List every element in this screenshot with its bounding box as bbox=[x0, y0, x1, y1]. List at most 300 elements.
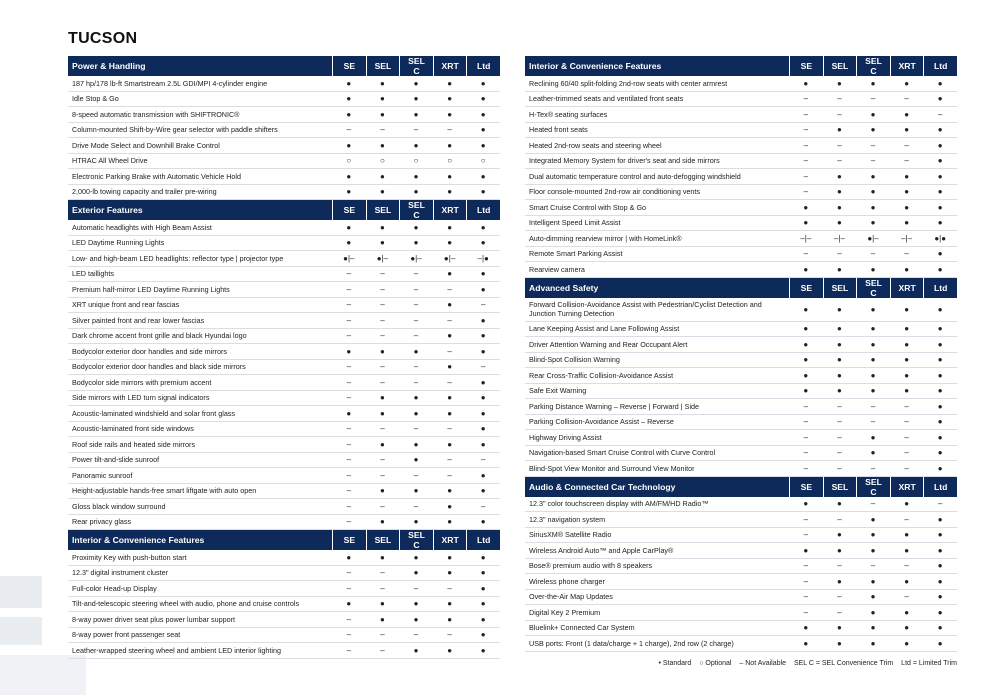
feature-row bbox=[525, 574, 957, 590]
availability-mark: – bbox=[890, 446, 924, 462]
availability-mark: ● bbox=[366, 107, 400, 123]
availability-mark: ● bbox=[366, 220, 400, 236]
feature-row bbox=[68, 406, 500, 422]
availability-mark: ● bbox=[890, 368, 924, 384]
feature-row bbox=[525, 430, 957, 446]
availability-mark: – bbox=[399, 628, 433, 644]
trim-column-header: SEL bbox=[366, 530, 400, 550]
feature-name: 12.3" navigation system bbox=[525, 512, 789, 528]
availability-mark: ● bbox=[856, 512, 890, 528]
availability-mark: – bbox=[433, 468, 467, 484]
availability-mark: ● bbox=[923, 528, 957, 544]
availability-mark: – bbox=[332, 643, 366, 659]
availability-mark: ● bbox=[466, 628, 500, 644]
availability-mark: ● bbox=[923, 216, 957, 232]
availability-mark: ● bbox=[789, 76, 823, 92]
availability-mark: ● bbox=[823, 337, 857, 353]
availability-mark: – bbox=[332, 422, 366, 438]
availability-mark: – bbox=[823, 461, 857, 477]
availability-mark: ● bbox=[856, 262, 890, 278]
availability-mark: – bbox=[890, 415, 924, 431]
availability-mark: ● bbox=[399, 437, 433, 453]
feature-name: 8-way power front passenger seat bbox=[68, 628, 332, 644]
feature-row bbox=[68, 329, 500, 345]
availability-mark: – bbox=[789, 461, 823, 477]
trim-column-header: SEL C bbox=[399, 530, 433, 550]
availability-mark: ● bbox=[332, 550, 366, 566]
availability-mark: ● bbox=[789, 621, 823, 637]
feature-name: Remote Smart Parking Assist bbox=[525, 247, 789, 263]
feature-name: Drive Mode Select and Downhill Brake Control bbox=[68, 138, 332, 154]
feature-name: Over-the-Air Map Updates bbox=[525, 590, 789, 606]
availability-mark: ● bbox=[433, 360, 467, 376]
availability-mark: – bbox=[856, 92, 890, 108]
trim-column-header: SEL C bbox=[399, 56, 433, 76]
availability-mark: ● bbox=[433, 298, 467, 314]
availability-mark: ● bbox=[856, 322, 890, 338]
availability-mark: ● bbox=[366, 612, 400, 628]
feature-row bbox=[68, 251, 500, 267]
availability-mark: – bbox=[856, 497, 890, 513]
availability-mark: – bbox=[890, 154, 924, 170]
feature-name: Acoustic-laminated windshield and solar front glass bbox=[68, 406, 332, 422]
availability-mark: – bbox=[823, 590, 857, 606]
availability-mark: ● bbox=[890, 543, 924, 559]
availability-mark: ● bbox=[332, 220, 366, 236]
availability-mark: – bbox=[823, 399, 857, 415]
availability-mark: ● bbox=[466, 468, 500, 484]
feature-name: Digital Key 2 Premium bbox=[525, 605, 789, 621]
feature-name: Forward Collision-Avoidance Assist with Pedestrian/Cyclist Detection and Junction Turning Detection bbox=[525, 298, 789, 322]
availability-mark: – bbox=[823, 512, 857, 528]
availability-mark: ● bbox=[466, 169, 500, 185]
availability-mark: ● bbox=[923, 399, 957, 415]
availability-mark: – bbox=[366, 360, 400, 376]
availability-mark: ● bbox=[366, 76, 400, 92]
availability-mark: ● bbox=[433, 107, 467, 123]
availability-mark: ● bbox=[856, 543, 890, 559]
availability-mark: ● bbox=[856, 169, 890, 185]
legend-sel-c: SEL C = SEL Convenience Trim bbox=[793, 660, 894, 667]
availability-mark: – bbox=[332, 499, 366, 515]
availability-mark: ● bbox=[823, 322, 857, 338]
availability-mark: – bbox=[366, 468, 400, 484]
availability-mark: ● bbox=[466, 597, 500, 613]
trim-column-header: SEL C bbox=[856, 477, 890, 497]
feature-row bbox=[68, 154, 500, 170]
availability-mark: ● bbox=[466, 437, 500, 453]
section-header bbox=[525, 477, 957, 497]
feature-name: Wireless Android Auto™ and Apple CarPlay® bbox=[525, 543, 789, 559]
availability-mark: – bbox=[789, 154, 823, 170]
availability-mark: ● bbox=[890, 621, 924, 637]
feature-name: Rearview camera bbox=[525, 262, 789, 278]
feature-name: Wireless phone charger bbox=[525, 574, 789, 590]
availability-mark: ● bbox=[789, 337, 823, 353]
availability-mark: – bbox=[332, 437, 366, 453]
feature-name: Column-mounted Shift-by-Wire gear selector with paddle shifters bbox=[68, 123, 332, 139]
availability-mark: ● bbox=[789, 497, 823, 513]
feature-row bbox=[68, 628, 500, 644]
feature-name: Side mirrors with LED turn signal indicators bbox=[68, 391, 332, 407]
availability-mark: – bbox=[332, 282, 366, 298]
availability-mark: ● bbox=[923, 621, 957, 637]
availability-mark: ● bbox=[332, 76, 366, 92]
availability-mark: – bbox=[332, 581, 366, 597]
trim-column-header: SEL C bbox=[856, 56, 890, 76]
availability-mark: ● bbox=[890, 123, 924, 139]
feature-row bbox=[525, 154, 957, 170]
feature-name: 8-speed automatic transmission with SHIFTRONIC® bbox=[68, 107, 332, 123]
trim-column-header: SEL bbox=[366, 200, 400, 220]
availability-mark: – bbox=[433, 313, 467, 329]
feature-row bbox=[68, 185, 500, 201]
availability-mark: – bbox=[399, 375, 433, 391]
trim-column-header: SE bbox=[332, 530, 366, 550]
legend-standard: • Standard bbox=[658, 660, 692, 667]
availability-mark: – bbox=[856, 154, 890, 170]
availability-mark: ● bbox=[466, 236, 500, 252]
feature-name: Full-color Head-up Display bbox=[68, 581, 332, 597]
feature-row bbox=[68, 107, 500, 123]
trim-column-header: SE bbox=[789, 56, 823, 76]
availability-mark: ● bbox=[466, 138, 500, 154]
availability-mark: ● bbox=[466, 329, 500, 345]
trim-column-header: XRT bbox=[890, 278, 924, 298]
availability-mark: ● bbox=[332, 138, 366, 154]
trim-column-header: SEL bbox=[366, 56, 400, 76]
decor-band-1 bbox=[0, 576, 42, 608]
availability-mark: ● bbox=[856, 185, 890, 201]
availability-mark: ● bbox=[890, 76, 924, 92]
availability-mark: ● bbox=[433, 499, 467, 515]
feature-row bbox=[68, 499, 500, 515]
availability-mark: ● bbox=[433, 391, 467, 407]
availability-mark: ● bbox=[789, 216, 823, 232]
availability-mark: ● bbox=[856, 353, 890, 369]
availability-mark: – bbox=[332, 360, 366, 376]
feature-row bbox=[68, 391, 500, 407]
availability-mark: – bbox=[890, 247, 924, 263]
availability-mark: ● bbox=[789, 384, 823, 400]
feature-name: Proximity Key with push-button start bbox=[68, 550, 332, 566]
availability-mark: ● bbox=[466, 612, 500, 628]
feature-row bbox=[68, 566, 500, 582]
feature-row bbox=[525, 512, 957, 528]
availability-mark: –|– bbox=[823, 231, 857, 247]
trim-column-header: Ltd bbox=[466, 200, 500, 220]
availability-mark: ● bbox=[856, 605, 890, 621]
availability-mark: – bbox=[789, 138, 823, 154]
availability-mark: ● bbox=[856, 368, 890, 384]
availability-mark: – bbox=[890, 92, 924, 108]
feature-row bbox=[525, 231, 957, 247]
availability-mark: ● bbox=[366, 344, 400, 360]
availability-mark: ● bbox=[399, 597, 433, 613]
availability-mark: – bbox=[366, 643, 400, 659]
trim-column-header: XRT bbox=[433, 200, 467, 220]
feature-name: 2,000-lb towing capacity and trailer pre-wiring bbox=[68, 185, 332, 201]
availability-mark: ● bbox=[789, 636, 823, 652]
availability-mark: – bbox=[789, 528, 823, 544]
availability-mark: ● bbox=[366, 185, 400, 201]
availability-mark: – bbox=[332, 123, 366, 139]
availability-mark: – bbox=[890, 590, 924, 606]
feature-name: HTRAC All Wheel Drive bbox=[68, 154, 332, 170]
availability-mark: ● bbox=[332, 236, 366, 252]
availability-mark: ● bbox=[923, 185, 957, 201]
availability-mark: – bbox=[890, 461, 924, 477]
availability-mark: – bbox=[366, 628, 400, 644]
availability-mark: ● bbox=[466, 267, 500, 283]
feature-name: Rear Cross-Traffic Collision-Avoidance Assist bbox=[525, 368, 789, 384]
availability-mark: ● bbox=[923, 368, 957, 384]
trim-column-header: XRT bbox=[890, 477, 924, 497]
feature-row bbox=[68, 344, 500, 360]
availability-mark: ● bbox=[923, 322, 957, 338]
availability-mark: ● bbox=[789, 368, 823, 384]
availability-mark: ● bbox=[856, 200, 890, 216]
feature-name: Leather-trimmed seats and ventilated front seats bbox=[525, 92, 789, 108]
decor-band-2 bbox=[0, 617, 42, 645]
feature-row bbox=[525, 605, 957, 621]
feature-name: Heated front seats bbox=[525, 123, 789, 139]
availability-mark: – bbox=[332, 468, 366, 484]
availability-mark: ● bbox=[890, 497, 924, 513]
availability-mark: ● bbox=[856, 384, 890, 400]
availability-mark: ● bbox=[466, 406, 500, 422]
availability-mark: ● bbox=[399, 484, 433, 500]
availability-mark: ● bbox=[823, 353, 857, 369]
availability-mark: ● bbox=[890, 185, 924, 201]
feature-name: 12.3" digital instrument cluster bbox=[68, 566, 332, 582]
availability-mark: – bbox=[433, 123, 467, 139]
trim-column-header: SE bbox=[332, 200, 366, 220]
availability-mark: ● bbox=[923, 76, 957, 92]
availability-mark: – bbox=[466, 298, 500, 314]
availability-mark: ● bbox=[433, 329, 467, 345]
availability-mark: – bbox=[366, 499, 400, 515]
availability-mark: ● bbox=[923, 200, 957, 216]
availability-mark: ●|– bbox=[433, 251, 467, 267]
left-column bbox=[68, 56, 500, 659]
availability-mark: ● bbox=[789, 322, 823, 338]
feature-row bbox=[68, 515, 500, 531]
availability-mark: ○ bbox=[433, 154, 467, 170]
feature-row bbox=[68, 422, 500, 438]
feature-name: Tilt-and-telescopic steering wheel with audio, phone and cruise controls bbox=[68, 597, 332, 613]
availability-mark: ● bbox=[466, 550, 500, 566]
feature-row bbox=[68, 138, 500, 154]
feature-name: Integrated Memory System for driver's seat and side mirrors bbox=[525, 154, 789, 170]
availability-mark: ● bbox=[366, 597, 400, 613]
availability-mark: – bbox=[433, 422, 467, 438]
feature-row bbox=[68, 597, 500, 613]
availability-mark: ● bbox=[823, 368, 857, 384]
feature-row bbox=[68, 267, 500, 283]
availability-mark: ● bbox=[823, 123, 857, 139]
availability-mark: ● bbox=[890, 200, 924, 216]
feature-row bbox=[525, 636, 957, 652]
availability-mark: ● bbox=[466, 282, 500, 298]
availability-mark: ● bbox=[433, 138, 467, 154]
feature-row bbox=[68, 643, 500, 659]
availability-mark: – bbox=[332, 329, 366, 345]
availability-mark: ● bbox=[890, 322, 924, 338]
trim-column-header: SEL bbox=[823, 477, 857, 497]
section-title: Advanced Safety bbox=[525, 278, 789, 298]
availability-mark: ● bbox=[823, 298, 857, 322]
feature-row bbox=[68, 282, 500, 298]
availability-mark: ● bbox=[823, 262, 857, 278]
availability-mark: ● bbox=[399, 406, 433, 422]
availability-mark: – bbox=[789, 574, 823, 590]
availability-mark: – bbox=[399, 123, 433, 139]
feature-name: Driver Attention Warning and Rear Occupant Alert bbox=[525, 337, 789, 353]
availability-mark: ● bbox=[823, 528, 857, 544]
availability-mark: – bbox=[789, 107, 823, 123]
trim-column-header: SEL bbox=[823, 56, 857, 76]
feature-name: Parking Distance Warning – Reverse | Forward | Side bbox=[525, 399, 789, 415]
availability-mark: ● bbox=[923, 138, 957, 154]
trim-column-header: XRT bbox=[433, 530, 467, 550]
feature-name: SiriusXM® Satellite Radio bbox=[525, 528, 789, 544]
availability-mark: ● bbox=[366, 406, 400, 422]
feature-row bbox=[525, 298, 957, 322]
availability-mark: ● bbox=[923, 415, 957, 431]
feature-name: Automatic headlights with High Beam Assist bbox=[68, 220, 332, 236]
availability-mark: – bbox=[332, 515, 366, 531]
availability-mark: ● bbox=[789, 543, 823, 559]
availability-mark: ●|– bbox=[399, 251, 433, 267]
availability-mark: – bbox=[823, 430, 857, 446]
availability-mark: – bbox=[823, 138, 857, 154]
feature-row bbox=[68, 437, 500, 453]
availability-mark: ● bbox=[890, 169, 924, 185]
feature-row bbox=[68, 550, 500, 566]
availability-mark: ● bbox=[923, 512, 957, 528]
availability-mark: ● bbox=[466, 391, 500, 407]
feature-name: Electronic Parking Brake with Automatic Vehicle Hold bbox=[68, 169, 332, 185]
availability-mark: ● bbox=[366, 515, 400, 531]
availability-mark: – bbox=[923, 107, 957, 123]
feature-name: Acoustic-laminated front side windows bbox=[68, 422, 332, 438]
availability-mark: ● bbox=[923, 92, 957, 108]
availability-mark: ● bbox=[923, 543, 957, 559]
availability-mark: ● bbox=[366, 484, 400, 500]
availability-mark: ● bbox=[823, 216, 857, 232]
availability-mark: ●|● bbox=[923, 231, 957, 247]
availability-mark: ○ bbox=[366, 154, 400, 170]
availability-mark: ● bbox=[923, 247, 957, 263]
availability-mark: – bbox=[823, 154, 857, 170]
availability-mark: – bbox=[332, 298, 366, 314]
feature-row bbox=[68, 236, 500, 252]
availability-mark: – bbox=[823, 247, 857, 263]
availability-mark: ● bbox=[466, 76, 500, 92]
availability-mark: ● bbox=[923, 446, 957, 462]
availability-mark: ● bbox=[823, 384, 857, 400]
availability-mark: –|● bbox=[466, 251, 500, 267]
availability-mark: – bbox=[366, 422, 400, 438]
feature-row bbox=[525, 528, 957, 544]
availability-mark: ● bbox=[856, 107, 890, 123]
availability-mark: ● bbox=[399, 169, 433, 185]
availability-mark: ● bbox=[466, 107, 500, 123]
feature-row bbox=[525, 543, 957, 559]
availability-mark: ● bbox=[433, 550, 467, 566]
feature-name: Blind-Spot Collision Warning bbox=[525, 353, 789, 369]
availability-mark: ● bbox=[856, 446, 890, 462]
trim-column-header: SEL C bbox=[399, 200, 433, 220]
section-title: Interior & Convenience Features bbox=[525, 56, 789, 76]
availability-mark: – bbox=[366, 375, 400, 391]
availability-mark: ● bbox=[923, 298, 957, 322]
feature-row bbox=[525, 384, 957, 400]
feature-name: USB ports: Front (1 data/charge + 1 charge), 2nd row (2 charge) bbox=[525, 636, 789, 652]
availability-mark: ● bbox=[890, 574, 924, 590]
availability-mark: ● bbox=[399, 185, 433, 201]
availability-mark: – bbox=[399, 298, 433, 314]
availability-mark: ● bbox=[366, 391, 400, 407]
trim-column-header: SEL bbox=[823, 278, 857, 298]
availability-mark: ● bbox=[466, 643, 500, 659]
availability-mark: ● bbox=[923, 123, 957, 139]
availability-mark: ● bbox=[433, 92, 467, 108]
availability-mark: ● bbox=[823, 497, 857, 513]
availability-mark: ● bbox=[923, 636, 957, 652]
availability-mark: – bbox=[366, 329, 400, 345]
availability-mark: ● bbox=[332, 344, 366, 360]
availability-mark: – bbox=[789, 169, 823, 185]
feature-row bbox=[68, 123, 500, 139]
availability-mark: ● bbox=[433, 185, 467, 201]
availability-mark: – bbox=[823, 559, 857, 575]
availability-mark: ● bbox=[366, 169, 400, 185]
feature-row bbox=[525, 107, 957, 123]
availability-mark: ● bbox=[923, 337, 957, 353]
availability-mark: – bbox=[433, 375, 467, 391]
feature-row bbox=[68, 375, 500, 391]
availability-mark: – bbox=[332, 566, 366, 582]
availability-mark: ● bbox=[890, 605, 924, 621]
availability-mark: – bbox=[789, 446, 823, 462]
availability-mark: – bbox=[332, 375, 366, 391]
availability-mark: – bbox=[366, 566, 400, 582]
availability-mark: – bbox=[856, 138, 890, 154]
feature-name: Heated 2nd-row seats and steering wheel bbox=[525, 138, 789, 154]
availability-mark: – bbox=[890, 430, 924, 446]
availability-mark: ● bbox=[856, 298, 890, 322]
availability-mark: ● bbox=[399, 566, 433, 582]
feature-row bbox=[68, 169, 500, 185]
availability-mark: ● bbox=[366, 138, 400, 154]
availability-mark: ● bbox=[399, 453, 433, 469]
trim-column-header: Ltd bbox=[923, 56, 957, 76]
availability-mark: ● bbox=[399, 550, 433, 566]
availability-mark: ● bbox=[789, 353, 823, 369]
availability-mark: – bbox=[789, 92, 823, 108]
availability-mark: ● bbox=[466, 185, 500, 201]
availability-mark: – bbox=[433, 581, 467, 597]
feature-name: Height-adjustable hands-free smart liftgate with auto open bbox=[68, 484, 332, 500]
availability-mark: – bbox=[399, 267, 433, 283]
section-header bbox=[68, 200, 500, 220]
availability-mark: ● bbox=[433, 643, 467, 659]
availability-mark: ● bbox=[466, 123, 500, 139]
availability-mark: ● bbox=[332, 185, 366, 201]
availability-mark: ● bbox=[923, 605, 957, 621]
